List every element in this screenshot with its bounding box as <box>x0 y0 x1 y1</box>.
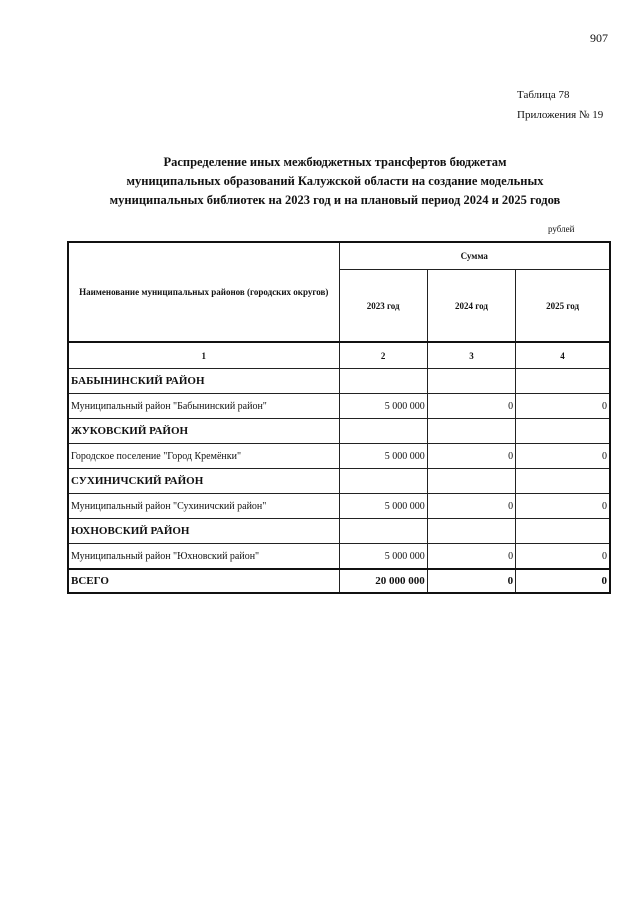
header-year-2023: 2023 год <box>339 270 427 343</box>
district-name: БАБЫНИНСКИЙ РАЙОН <box>68 369 339 394</box>
header-year-2024: 2024 год <box>427 270 515 343</box>
header-sum: Сумма <box>339 242 610 270</box>
municipality-name: Муниципальный район "Сухиничский район" <box>68 494 339 519</box>
municipality-name: Городское поселение "Город Кремёнки" <box>68 444 339 469</box>
page-number: 907 <box>590 31 608 45</box>
municipality-name: Муниципальный район "Юхновский район" <box>68 544 339 570</box>
total-2025: 0 <box>516 569 610 593</box>
district-name: ЮХНОВСКИЙ РАЙОН <box>68 519 339 544</box>
value-2025: 0 <box>516 544 610 570</box>
total-row <box>68 569 610 593</box>
table-row <box>68 444 610 469</box>
value-2025: 0 <box>516 444 610 469</box>
title-line: Распределение иных межбюджетных трансфертов бюджетам <box>163 155 507 169</box>
total-2024: 0 <box>427 569 515 593</box>
col-number: 1 <box>68 342 339 369</box>
header-year-2025: 2025 год <box>516 270 610 343</box>
title-line: муниципальных библиотек на 2023 год и на плановый период 2024 и 2025 годов <box>109 193 561 207</box>
value-2024: 0 <box>427 544 515 570</box>
value-2024: 0 <box>427 444 515 469</box>
district-name: СУХИНИЧСКИЙ РАЙОН <box>68 469 339 494</box>
table-row <box>68 494 610 519</box>
table-row <box>68 394 610 419</box>
district-row <box>68 419 610 444</box>
header-name: Наименование муниципальных районов (городских округов) <box>68 242 339 342</box>
table-label: Таблица 78 <box>517 89 570 101</box>
total-2023: 20 000 000 <box>339 569 427 593</box>
value-2023: 5 000 000 <box>339 544 427 570</box>
value-2025: 0 <box>516 494 610 519</box>
district-name: ЖУКОВСКИЙ РАЙОН <box>68 419 339 444</box>
value-2024: 0 <box>427 394 515 419</box>
district-row <box>68 369 610 394</box>
value-2025: 0 <box>516 394 610 419</box>
col-number: 4 <box>516 342 610 369</box>
col-number: 3 <box>427 342 515 369</box>
total-label: ВСЕГО <box>68 569 339 593</box>
value-2023: 5 000 000 <box>339 394 427 419</box>
value-2023: 5 000 000 <box>339 444 427 469</box>
district-row <box>68 519 610 544</box>
table-row <box>68 544 610 570</box>
unit-label: рублей <box>548 224 575 234</box>
value-2024: 0 <box>427 494 515 519</box>
col-number: 2 <box>339 342 427 369</box>
value-2023: 5 000 000 <box>339 494 427 519</box>
document-title <box>40 153 630 210</box>
appendix-label: Приложения № 19 <box>517 109 604 121</box>
municipality-name: Муниципальный район "Бабынинский район" <box>68 394 339 419</box>
district-row <box>68 469 610 494</box>
title-line: муниципальных образований Калужской области на создание модельных <box>126 174 544 188</box>
transfer-table <box>67 241 611 594</box>
